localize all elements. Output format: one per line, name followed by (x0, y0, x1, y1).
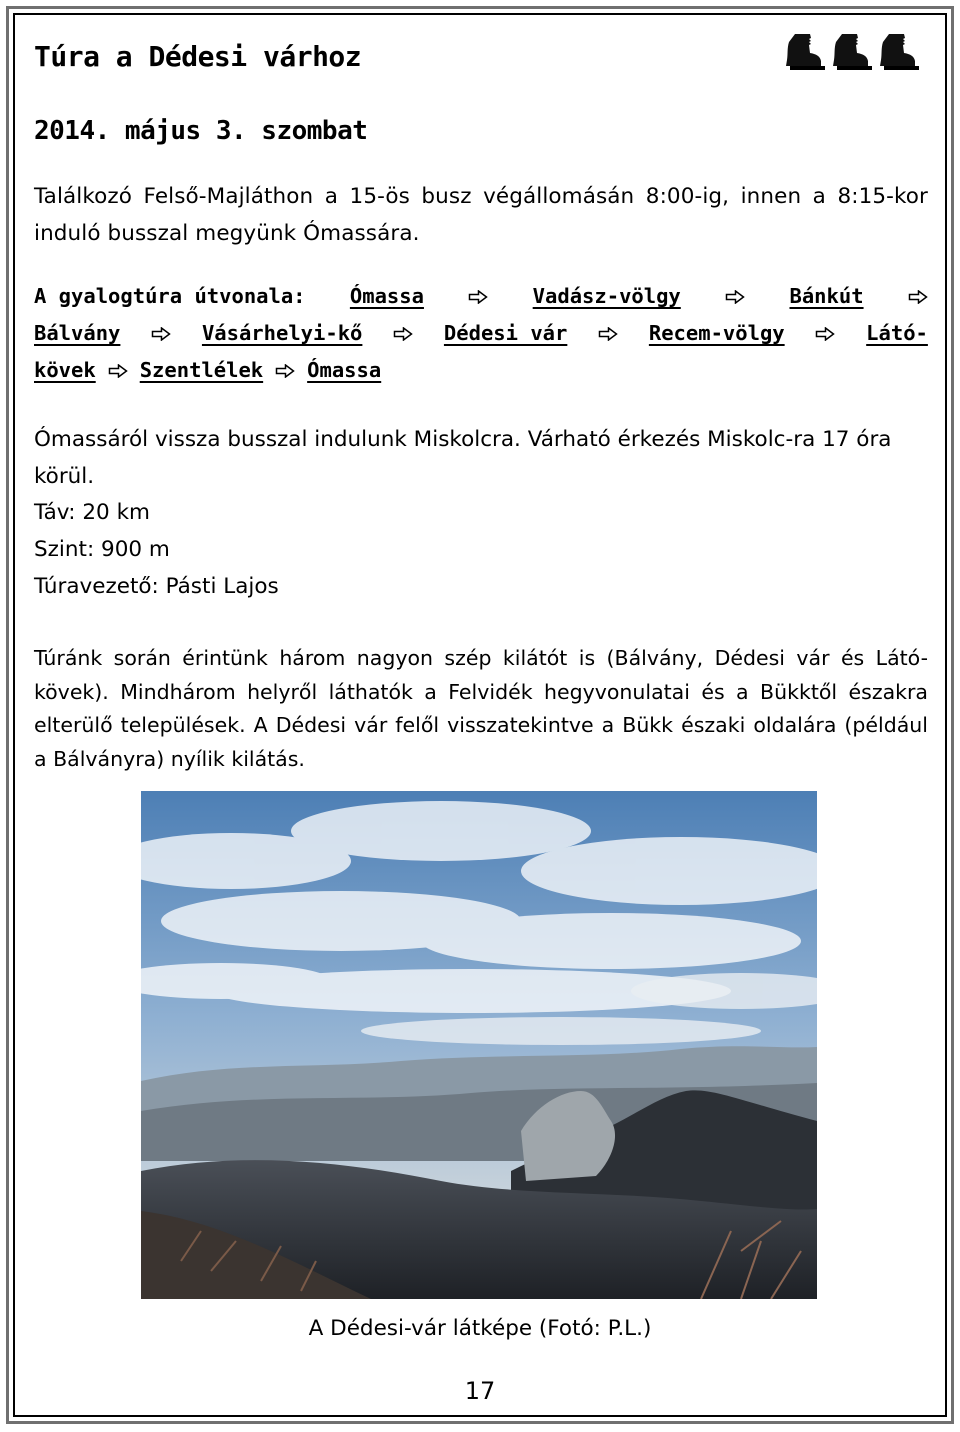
route-stop: Bánkút (789, 284, 864, 308)
route-block (34, 278, 928, 389)
arrow-right-icon (151, 327, 171, 341)
arrow-right-icon (468, 290, 488, 304)
route-stop: kövek (34, 358, 96, 382)
tour-date: 2014. május 3. szombat (34, 116, 368, 146)
distance-info: Táv: 20 km (34, 500, 150, 525)
landscape-photo (141, 791, 817, 1299)
tour-details (34, 494, 928, 605)
tour-description: Túránk során érintünk három nagyon szép kilátót is (Bálvány, Dédesi vár és Látó-kövek). Mindhárom helyről láthatók a Felvidék hegyvonulatai és a Bükktől északra elterülő települések. A Dédesi vár felől visszatekintve a Bükk északi oldalára (például a Bálványra) nyílik kilátás. (34, 646, 928, 771)
route-stop: Vásárhelyi-kő (201, 321, 363, 345)
route-stop: Ómassa (307, 358, 382, 382)
arrow-right-icon (815, 327, 835, 341)
hiking-boots-icon (786, 30, 922, 72)
route-stop: Szentlélek (139, 358, 264, 382)
route-label: A gyalogtúra útvonala: (34, 284, 306, 308)
route-stop: Dédesi vár (443, 321, 568, 345)
arrow-right-icon (598, 327, 618, 341)
meeting-info: Találkozó Felső-Majláthon a 15-ös busz végállomásán 8:00-ig, innen a 8:15-kor induló busszal megyünk Ómassára. (34, 184, 928, 246)
arrow-right-icon (725, 290, 745, 304)
route-stop: Recem-völgy (648, 321, 785, 345)
guide-info: Túravezető: Pásti Lajos (34, 574, 279, 599)
return-info: Ómassáról vissza busszal indulunk Miskolcra. Várható érkezés Miskolc-ra 17 óra körül. (34, 427, 892, 489)
route-line-1 (34, 278, 928, 315)
route-stop: Látó- (866, 321, 928, 345)
arrow-right-icon (393, 327, 413, 341)
photo-caption: A Dédesi-vár látképe (Fotó: P.L.) (308, 1316, 652, 1341)
route-stop: Vadász-völgy (532, 284, 681, 308)
elevation-info: Szint: 900 m (34, 537, 170, 562)
route-stop: Ómassa (349, 284, 424, 308)
arrow-right-icon (275, 364, 295, 378)
page-number: 17 (464, 1377, 496, 1405)
arrow-right-icon (108, 364, 128, 378)
arrow-right-icon (908, 290, 928, 304)
route-stop: Bálvány (34, 321, 121, 345)
page-title: Túra a Dédesi várhoz (34, 40, 362, 73)
route-line-3 (34, 352, 928, 389)
route-line-2 (34, 315, 928, 352)
